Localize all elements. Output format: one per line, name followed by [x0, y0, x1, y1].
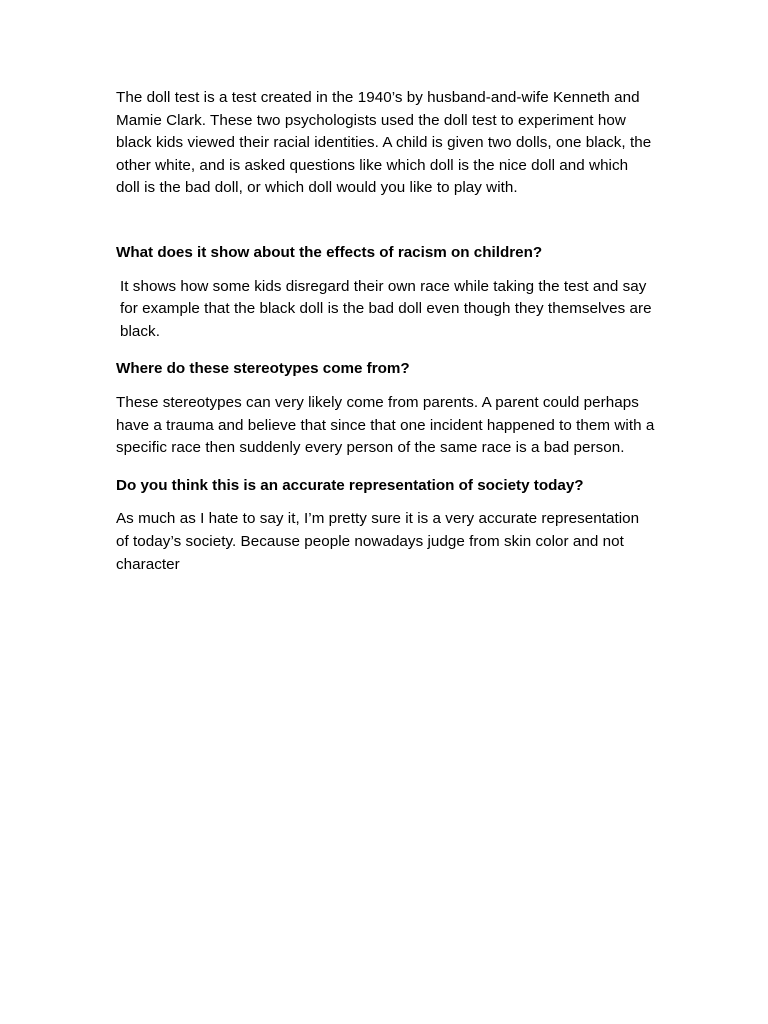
spacer	[116, 460, 656, 475]
question-effects-of-racism: What does it show about the effects of racism on children?	[116, 243, 543, 261]
document-body	[116, 87, 656, 576]
answer-accurate-representation: As much as I hate to say it, I’m pretty sure it is a very accurate representation of today’s society. Because people nowadays judge from skin color and not character	[116, 510, 640, 573]
question-stereotypes-origin: Where do these stereotypes come from?	[116, 360, 410, 378]
spacer	[116, 265, 656, 276]
spacer	[116, 497, 656, 508]
spacer	[116, 343, 656, 358]
answer-effects-of-racism: It shows how some kids disregard their own race while taking the test and say for example that the black doll is the bad doll even though they themselves are black.	[120, 277, 652, 340]
spacer	[116, 200, 656, 242]
question-accurate-representation: Do you think this is an accurate representation of society today?	[116, 476, 584, 494]
intro-paragraph: The doll test is a test created in the 1940’s by husband-and-wife Kenneth and Mamie Clark. These two psychologists used the doll test to experiment how black kids viewed their racial identities. A child is given two dolls, one black, the other white, and is asked questions like which doll is the nice doll and which doll is the bad doll, or which doll would you like to play with.	[116, 89, 652, 197]
answer-stereotypes-origin: These stereotypes can very likely come from parents. A parent could perhaps have a trauma and believe that since that one incident happened to them with a specific race then suddenly every person of the same race is a bad person.	[116, 393, 655, 457]
spacer	[116, 381, 656, 392]
